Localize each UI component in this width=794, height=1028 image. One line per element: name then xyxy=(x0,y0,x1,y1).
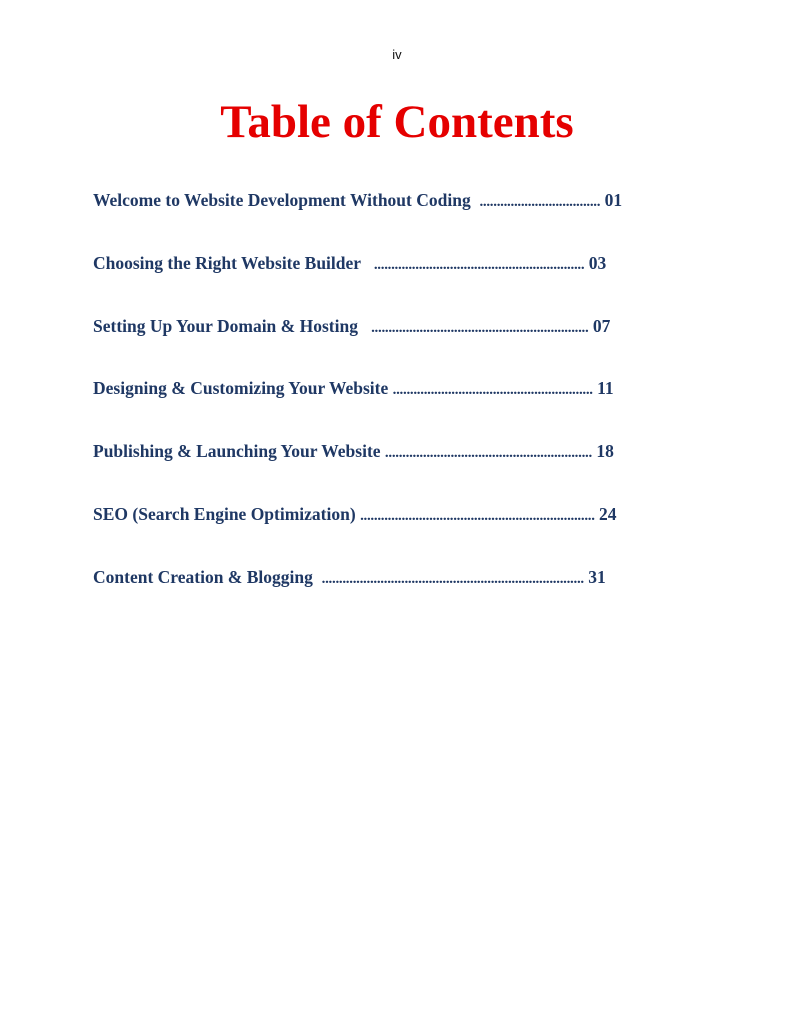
page-title: Table of Contents xyxy=(220,96,574,148)
toc-page-number: 07 xyxy=(588,315,611,336)
toc-dot-leader: .......................................................... xyxy=(392,382,593,399)
toc-entry-title: Publishing & Launching Your Website xyxy=(93,441,385,462)
toc-dot-leader: ................................... xyxy=(479,194,601,210)
toc-entry-title: Welcome to Website Development Without Coding xyxy=(93,190,480,210)
toc-page-number: 18 xyxy=(591,441,614,462)
page-number: iv xyxy=(392,47,402,62)
toc-entry xyxy=(93,504,713,567)
toc-page-number: 11 xyxy=(592,378,614,399)
toc-entry xyxy=(93,441,713,504)
toc-entry-title: Content Creation & Blogging xyxy=(93,566,322,587)
toc-dot-leader: ............................................................ xyxy=(384,445,592,462)
toc-page-number: 03 xyxy=(584,252,607,273)
toc-entry-title: SEO (Search Engine Optimization) xyxy=(93,503,361,524)
toc-entry-title: Choosing the Right Website Builder xyxy=(93,252,374,273)
toc-page-number: 01 xyxy=(600,190,623,210)
toc-entry-title: Setting Up Your Domain & Hosting xyxy=(93,315,372,336)
toc-dot-leader: ............................................................................ xyxy=(321,570,584,587)
toc-entry xyxy=(93,253,713,316)
table-of-contents xyxy=(93,190,713,630)
toc-page-number: 24 xyxy=(594,503,617,524)
toc-dot-leader: .................................................................... xyxy=(360,507,595,524)
toc-entry-title: Designing & Customizing Your Website xyxy=(93,378,393,399)
toc-page-number: 31 xyxy=(583,566,606,587)
toc-entry xyxy=(93,316,713,379)
toc-dot-leader: ............................................................. xyxy=(373,256,585,273)
toc-entry xyxy=(93,567,713,630)
toc-entry xyxy=(93,378,713,441)
toc-dot-leader: ............................................................... xyxy=(371,319,589,336)
toc-entry xyxy=(93,190,713,253)
